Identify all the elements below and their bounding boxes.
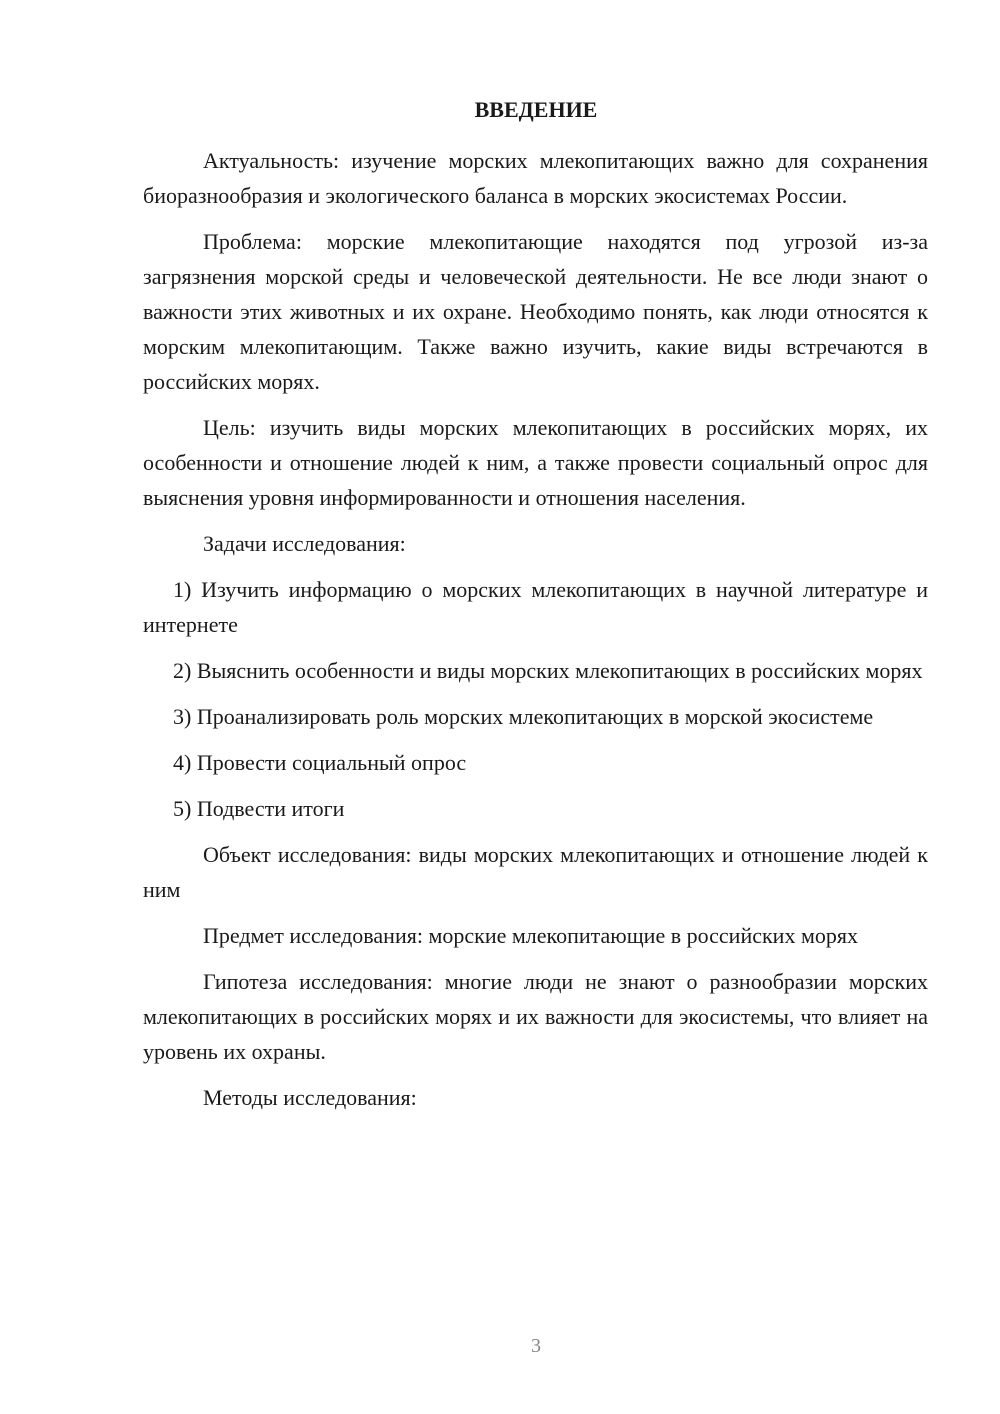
problem-paragraph: Проблема: морские млекопитающие находятся под угрозой из-за загрязнения морской среды и человеческой деятельности. Не все люди знают о важности этих животных и их охране. Необходимо понять, как люди относятся к морским млекопитающим. Также важно изучить, какие виды встречаются в российских морях. [143,229,928,394]
task-item: 1) Изучить информацию о морских млекопитающих в научной литературе и интернете [143,577,928,637]
goal-paragraph: Цель: изучить виды морских млекопитающих в российских морях, их особенности и отношение людей к ним, а также провести социальный опрос для выяснения уровня информированности и отношения населения. [143,415,928,510]
task-item: 3) Проанализировать роль морских млекопитающих в морской экосистеме [173,704,874,729]
object-paragraph: Объект исследования: виды морских млекопитающих и отношение людей к ним [143,842,928,902]
methods-heading: Методы исследования: [203,1085,417,1110]
subject-paragraph: Предмет исследования: морские млекопитающие в российских морях [203,923,858,948]
task-item: 5) Подвести итоги [173,796,345,821]
tasks-heading: Задачи исследования: [203,531,406,556]
hypothesis-paragraph: Гипотеза исследования: многие люди не знают о разнообразии морских млекопитающих в российских морях и их важности для экосистемы, что влияет на уровень их охраны. [143,969,928,1064]
relevance-paragraph: Актуальность: изучение морских млекопитающих важно для сохранения биоразнообразия и экологического баланса в морских экосистемах России. [143,148,928,208]
document-body [143,143,928,1126]
page-number: 3 [531,1335,541,1357]
page-title: ВВЕДЕНИЕ [474,97,598,122]
task-item: 4) Провести социальный опрос [173,750,467,775]
task-item: 2) Выяснить особенности и виды морских млекопитающих в российских морях [173,658,923,683]
